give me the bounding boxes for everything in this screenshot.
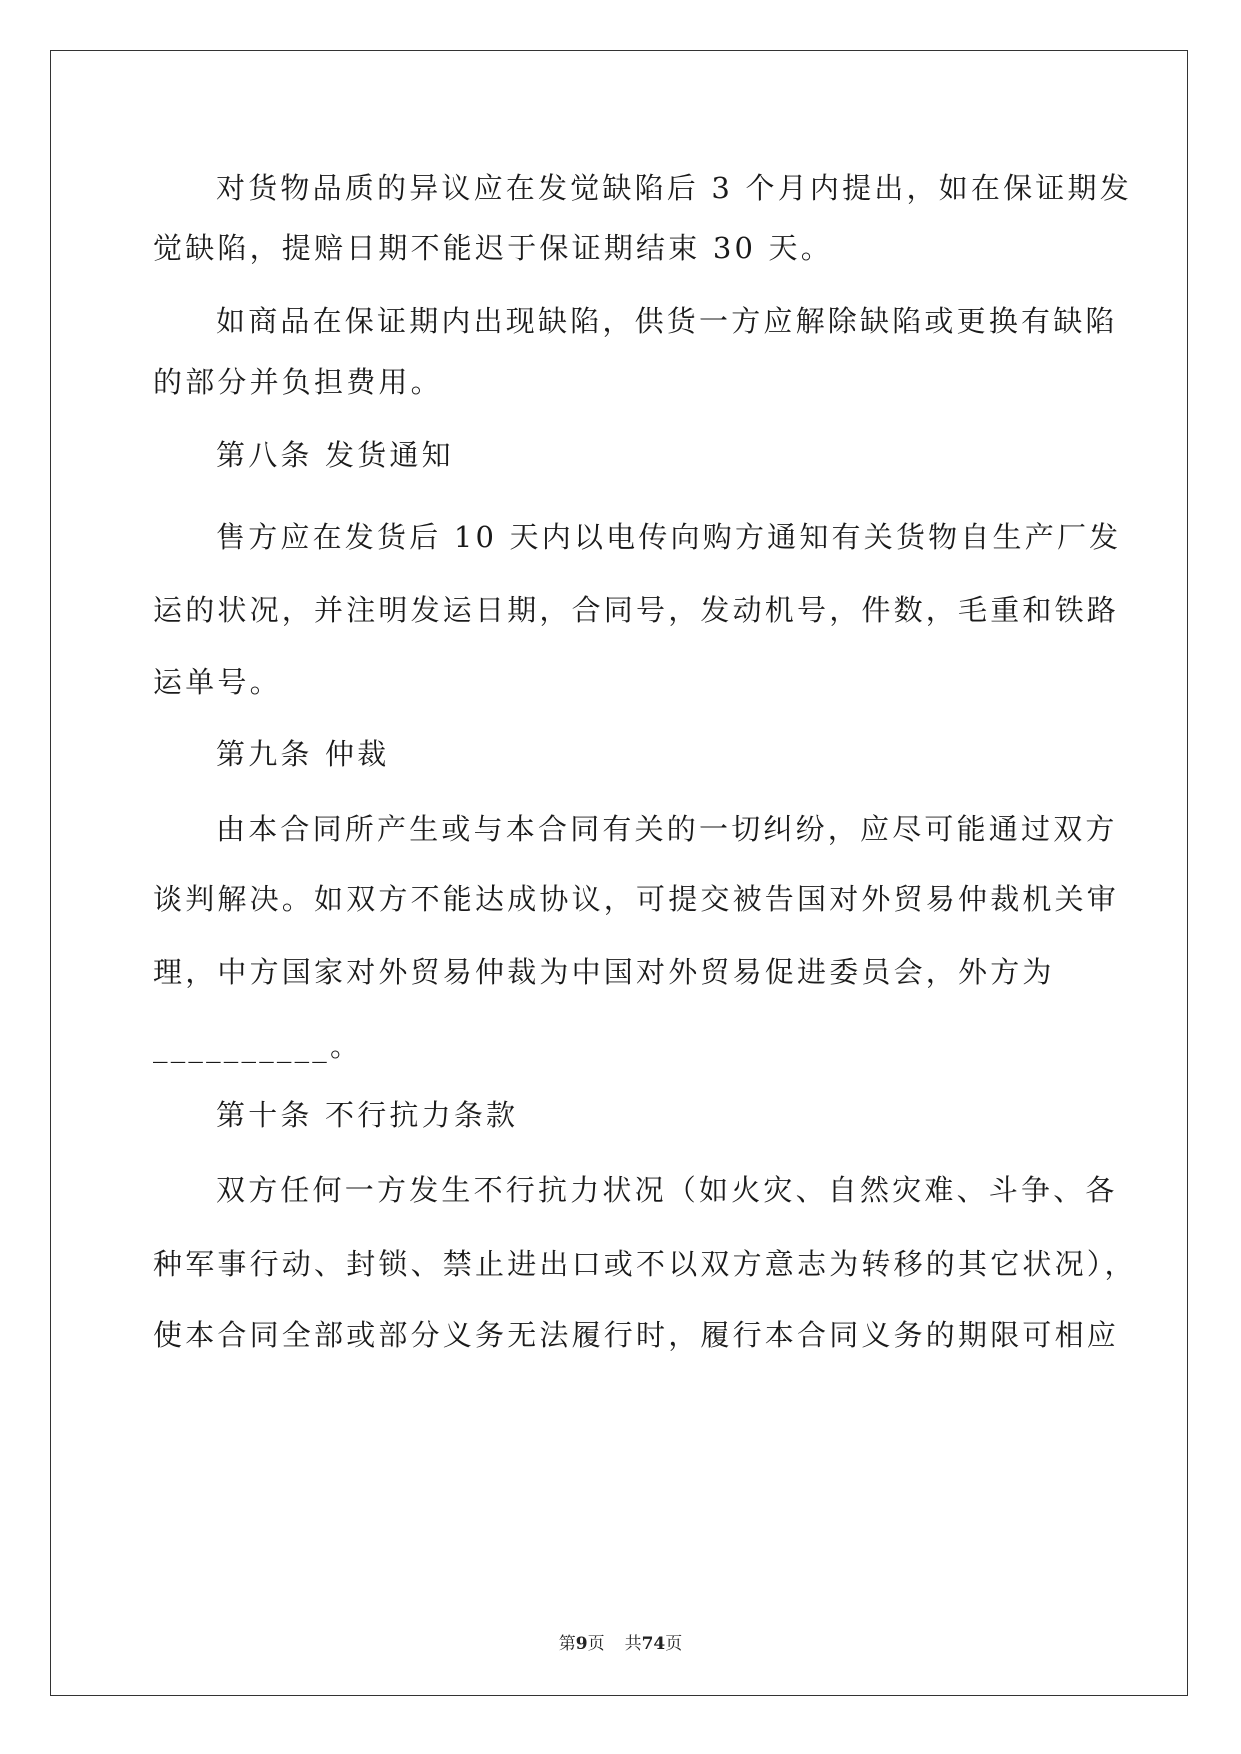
page-border bbox=[50, 50, 1188, 1696]
paragraph-line: 售方应在发货后 10 天内以电传向购方通知有关货物自生产厂发 bbox=[216, 520, 1122, 554]
paragraph-line: 谈判解决。如双方不能达成协议，可提交被告国对外贸易仲裁机关审 bbox=[153, 882, 1120, 916]
paragraph-line: 运单号。 bbox=[153, 665, 282, 699]
paragraph-line: 双方任何一方发生不行抗力状况（如火灾、自然灾难、斗争、各 bbox=[216, 1173, 1118, 1207]
paragraph-line: 的部分并负担费用。 bbox=[153, 365, 443, 399]
page-suffix: 页 bbox=[587, 1634, 605, 1654]
paragraph-line: 使本合同全部或部分义务无法履行时，履行本合同义务的期限可相应 bbox=[153, 1318, 1120, 1352]
section-heading: 第八条 发货通知 bbox=[216, 438, 454, 472]
total-prefix: 共 bbox=[624, 1634, 642, 1654]
paragraph-line: 如商品在保证期内出现缺陷，供货一方应解除缺陷或更换有缺陷 bbox=[216, 304, 1118, 338]
blank-fill-line: __________。 bbox=[153, 1029, 363, 1063]
page-prefix: 第 bbox=[558, 1634, 576, 1654]
page-number: 9 bbox=[575, 1634, 588, 1654]
paragraph-line: 觉缺陷，提赔日期不能迟于保证期结束 30 天。 bbox=[153, 231, 833, 265]
paragraph-line: 对货物品质的异议应在发觉缺陷后 3 个月内提出，如在保证期发 bbox=[216, 171, 1132, 205]
total-suffix: 页 bbox=[665, 1634, 683, 1654]
page-footer bbox=[0, 1632, 1241, 1656]
section-heading: 第十条 不行抗力条款 bbox=[216, 1098, 519, 1132]
section-heading: 第九条 仲裁 bbox=[216, 737, 390, 771]
paragraph-line: 运的状况，并注明发运日期，合同号，发动机号，件数，毛重和铁路 bbox=[153, 593, 1120, 627]
paragraph-line: 种军事行动、封锁、禁止进出口或不以双方意志为转移的其它状况）， bbox=[153, 1247, 1137, 1281]
paragraph-line: 由本合同所产生或与本合同有关的一切纠纷，应尽可能通过双方 bbox=[216, 812, 1118, 846]
paragraph-line: 理，中方国家对外贸易仲裁为中国对外贸易促进委员会，外方为 bbox=[153, 955, 1055, 989]
total-pages: 74 bbox=[641, 1634, 666, 1654]
